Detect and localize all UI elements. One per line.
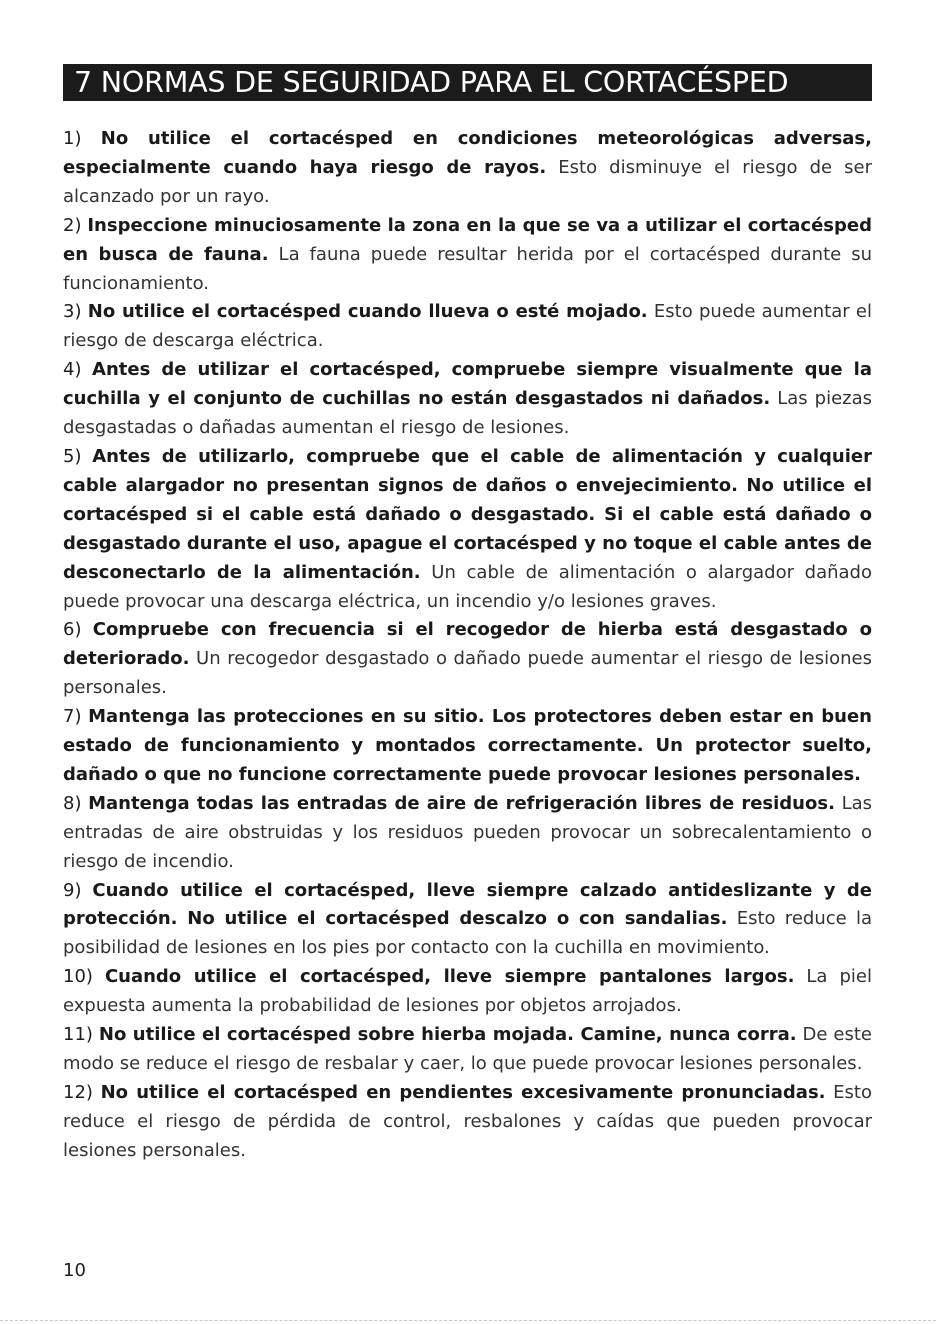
rule-heading: Cuando utilice el cortacésped, lleve siempre calzado antideslizante y de protección. No utilice el cortacésped descalzo o con sandalias. [63,879,872,930]
safety-rule-11 [63,1021,872,1079]
rule-explanation: Esto reduce el riesgo de pérdida de control, resbalones y caídas que pueden provocar lesiones personales. [63,1081,872,1161]
rule-explanation: Un recogedor desgastado o dañado puede aumentar el riesgo de lesiones personales. [63,648,872,699]
safety-rule-3 [63,298,872,356]
rule-number: 9) [63,879,82,901]
rule-number: 1) [63,128,82,149]
safety-rule-6 [63,616,872,703]
rule-explanation: Las piezas desgastadas o dañadas aumentan el riesgo de lesiones. [63,388,873,439]
safety-rule-8 [63,790,872,877]
safety-rule-2 [63,212,872,299]
rule-number: 12) [63,1081,93,1103]
rule-number: 4) [63,359,82,381]
safety-rule-7 [63,703,872,790]
rule-explanation: Esto puede aumentar el riesgo de descarga eléctrica. [63,301,872,352]
rule-heading: No utilice el cortacésped en pendientes excesivamente pronunciadas. [100,1081,826,1103]
safety-rule-4 [63,356,872,443]
rule-heading: No utilice el cortacésped sobre hierba mojada. Camine, nunca corra. [98,1024,797,1046]
safety-rule-1 [63,125,872,212]
rule-heading: Inspeccione minuciosamente la zona en la que se va a utilizar el cortacésped en busca de fauna. [63,214,873,265]
rule-heading: No utilice el cortacésped cuando llueva o esté mojado. [87,301,648,323]
rule-number: 11) [63,1024,93,1046]
safety-rule-10 [63,963,872,1021]
page-number: 10 [63,1260,86,1281]
safety-rule-12 [63,1079,872,1166]
rule-heading: Antes de utilizarlo, compruebe que el cable de alimentación y cualquier cable alargador no presentan signos de daños o envejecimiento. No utilice el cortacésped si el cable está dañado o desgastado. Si el cable está dañado o desgastado durante el uso, apague el cortacésped y no toque el cable antes de desconectarlo de la alimentación. [63,445,872,583]
section-title-bar [63,64,872,101]
rule-number: 7) [63,706,82,728]
safety-rule-9 [63,877,872,964]
rule-explanation: Las entradas de aire obstruidas y los residuos pueden provocar un sobrecalentamiento o riesgo de incendio. [63,792,872,872]
rule-explanation: Esto reduce la posibilidad de lesiones en los pies por contacto con la cuchilla en movimiento. [63,908,872,959]
rule-number: 3) [63,301,82,323]
footer-divider [0,1320,936,1321]
rule-number: 2) [63,214,82,236]
section-title: 7 NORMAS DE SEGURIDAD PARA EL CORTACÉSPED [74,66,789,99]
rule-heading: Cuando utilice el cortacésped, lleve siempre pantalones largos. [104,966,795,988]
rule-number: 5) [63,445,82,467]
rule-heading: Antes de utilizar el cortacésped, compruebe siempre visualmente que la cuchilla y el conjunto de cuchillas no están desgastados ni dañados. [63,359,872,410]
rule-heading: Mantenga las protecciones en su sitio. Los protectores deben estar en buen estado de funcionamiento y montados correctamente. Un protector suelto, dañado o que no funcione correctamente puede provocar lesiones personales. [63,706,872,785]
rule-explanation: La fauna puede resultar herida por el cortacésped durante su funcionamiento. [63,243,872,294]
rule-heading: Mantenga todas las entradas de aire de refrigeración libres de residuos. [88,792,835,814]
safety-rules-list [63,125,872,1166]
rule-heading: Compruebe con frecuencia si el recogedor de hierba está desgastado o deteriorado. [63,619,872,670]
safety-rule-5 [63,443,872,616]
rule-explanation: Esto disminuye el riesgo de ser alcanzado por un rayo. [63,156,872,207]
rule-explanation: Un cable de alimentación o alargador dañado puede provocar una descarga eléctrica, un incendio y/o lesiones graves. [63,561,872,612]
rule-number: 6) [63,619,82,641]
rule-number: 10) [63,966,93,988]
rule-number: 8) [63,792,82,814]
rule-explanation: La piel expuesta aumenta la probabilidad de lesiones por objetos arrojados. [63,966,872,1017]
rule-heading: No utilice el cortacésped en condiciones meteorológicas adversas, especialmente cuando haya riesgo de rayos. [63,128,872,178]
rule-explanation: De este modo se reduce el riesgo de resbalar y caer, lo que puede provocar lesiones personales. [63,1024,872,1074]
